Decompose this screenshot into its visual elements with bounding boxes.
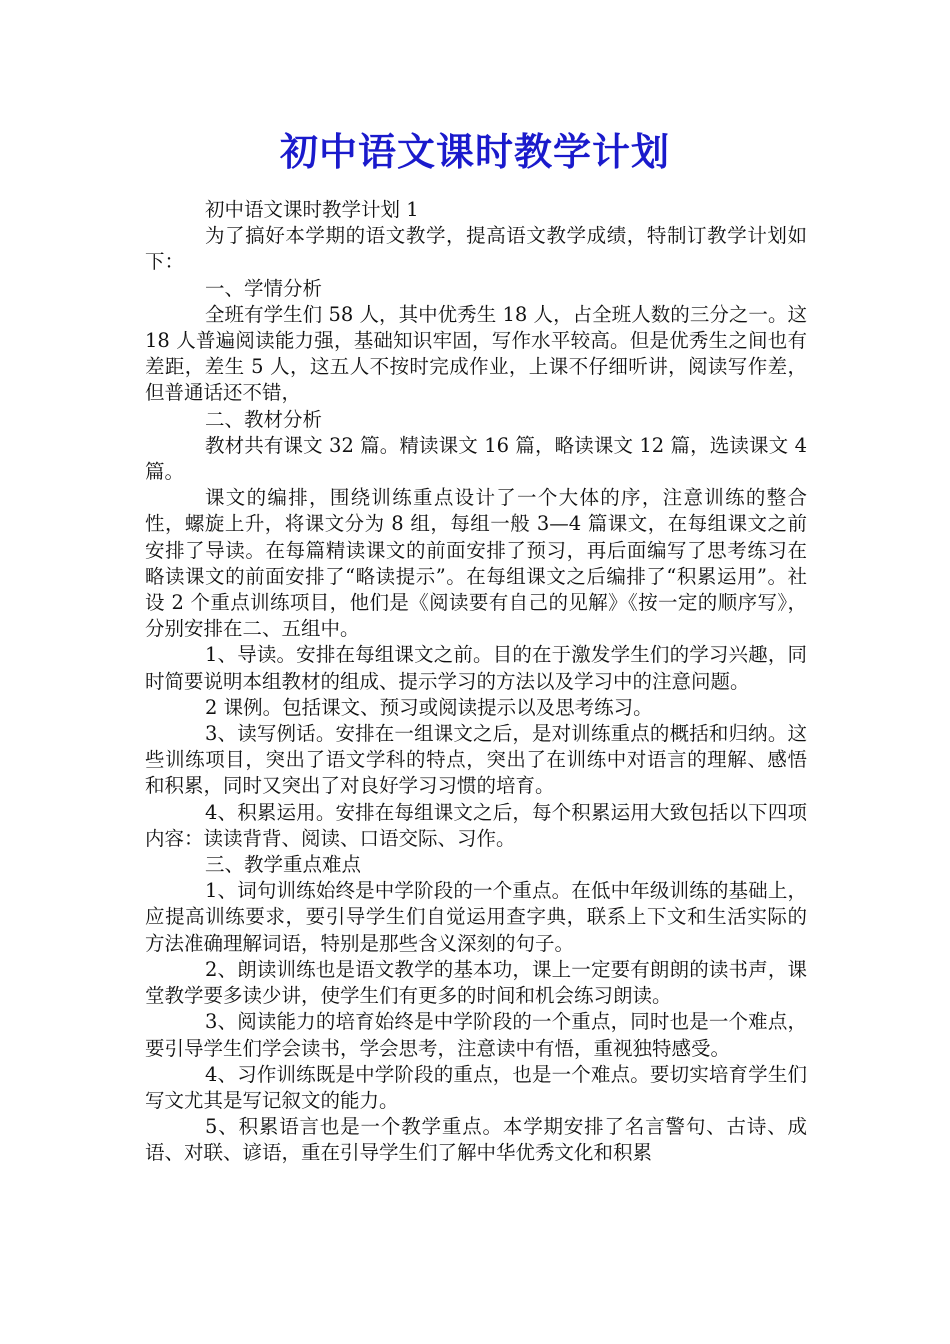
paragraph-key-point-1: 1、词句训练始终是中学阶段的一个重点。在低中年级训练的基础上，应提高训练要求，要引导学生们自觉运用查字典，联系上下文和生活实际的方法准确理解词语，特别是那些含义深刻的句子。 xyxy=(145,879,807,955)
paragraph-item-accumulation: 4、积累运用。安排在每组课文之后，每个积累运用大致包括以下四项内容：读读背背、阅读、口语交际、习作。 xyxy=(145,800,807,850)
paragraph-item-reading-writing: 3、读写例话。安排在一组课文之后，是对训练重点的概括和归纳。这些训练项目，突出了语文学科的特点，突出了在训练中对语言的理解、感悟和积累，同时又突出了对良好学习习惯的培育。 xyxy=(145,722,807,798)
paragraph-key-point-4: 4、习作训练既是中学阶段的重点，也是一个难点。要切实培育学生们写文尤其是写记叙文的能力。 xyxy=(145,1062,807,1112)
document-title: 初中语文课时教学计划 xyxy=(279,129,670,174)
paragraph-textbook-arrangement: 课文的编排，围绕训练重点设计了一个大体的序，注意训练的整合性，螺旋上升，将课文分为 8 组，每组一般 3—4 篇课文，在每组课文之前安排了导读。在每篇精读课文的前面安排了预习，再后面编写了思考练习在略读课文的前面安排了“略读提示”。在每组课文之后编排了“积累运用”。社设 2 个重点训练项目，他们是《阅读要有自己的见解》《按一定的顺序写》，分别安排在二、五组中。 xyxy=(145,486,807,641)
paragraph-key-point-5: 5、积累语言也是一个教学重点。本学期安排了名言警句、古诗、成语、对联、谚语，重在引导学生们了解中华优秀文化和积累 xyxy=(145,1115,807,1165)
paragraph-student-analysis: 全班有学生们 58 人，其中优秀生 18 人，占全班人数的三分之一。这 18 人普遍阅读能力强，基础知识牢固，写作水平较高。但是优秀生之间也有差距，差生 5 人，这五人不按时完成作业，上课不仔细听讲，阅读写作差，但普通话还不错， xyxy=(145,302,807,405)
paragraph-key-point-2: 2、朗读训练也是语文教学的基本功，课上一定要有朗朗的读书声，课堂教学要多读少讲，使学生们有更多的时间和机会练习朗读。 xyxy=(145,957,807,1008)
section-heading-key-points: 三、教学重点难点 xyxy=(205,853,362,877)
paragraph-intro: 为了搞好本学期的语文教学，提高语文教学成绩，特制订教学计划如下： xyxy=(145,224,807,274)
paragraph-key-point-3: 3、阅读能力的培育始终是中学阶段的一个重点，同时也是一个难点，要引导学生们学会读书，学会思考，注意读中有悟，重视独特感受。 xyxy=(145,1010,807,1060)
section-heading-student-analysis: 一、学情分析 xyxy=(205,276,323,300)
paragraph-textbook-count: 教材共有课文 32 篇。精读课文 16 篇，略读课文 12 篇，选读课文 4 篇。 xyxy=(145,433,807,484)
document-body xyxy=(145,197,807,1167)
paragraph-item-guide: 1、导读。安排在每组课文之前。目的在于激发学生们的学习兴趣，同时简要说明本组教材的组成、提示学习的方法以及学习中的注意问题。 xyxy=(145,643,807,693)
paragraph-heading-plan: 初中语文课时教学计划 1 xyxy=(205,198,419,221)
section-heading-textbook-analysis: 二、教材分析 xyxy=(205,407,323,431)
paragraph-item-lesson: 2 课例。包括课文、预习或阅读提示以及思考练习。 xyxy=(205,695,653,719)
